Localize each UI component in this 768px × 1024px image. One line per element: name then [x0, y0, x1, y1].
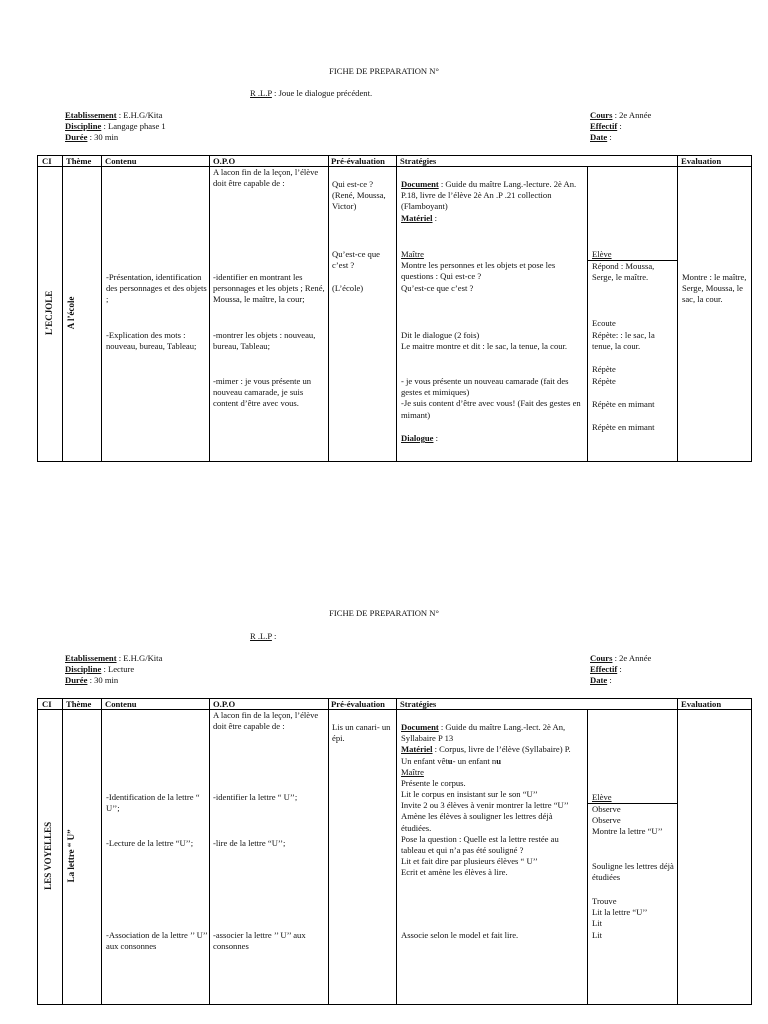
strat-line: Ecrit et amène les élèves à lire. — [401, 867, 508, 878]
etablissement-value: : E.H.G/Kita — [116, 653, 163, 663]
header-theme: Thème — [66, 699, 92, 709]
eleve-line: Souligne les lettres déjà étudiées — [592, 861, 674, 883]
eleve-label: Elève — [592, 249, 612, 259]
header-strategies: Stratégies — [400, 156, 437, 166]
contenu-item: -Association de la lettre ’’ U’’ aux consonnes — [106, 930, 208, 952]
opo-item: -montrer les objets : nouveau, bureau, Tableau; — [213, 330, 316, 352]
eleve-line: Ecoute — [592, 318, 616, 328]
sheet1-meta-right — [590, 110, 651, 144]
eleve-line: Répète en mimant — [592, 399, 655, 409]
date-value: : — [607, 675, 612, 686]
header-strategies: Stratégies — [400, 699, 437, 709]
header-evaluation: Evaluation — [681, 699, 722, 709]
opo-item: -identifier la lettre “ U’’; — [213, 792, 298, 802]
eleve-line: Observe — [592, 815, 621, 825]
sheet1-rlp-label: R .L.P — [250, 88, 272, 98]
eleve-label: Elève — [592, 792, 612, 802]
effectif-label: Effectif — [590, 121, 618, 132]
header-contenu: Contenu — [105, 699, 137, 709]
header-pre-evaluation: Pré-évaluation — [331, 699, 385, 709]
strategie-dialogue-label — [401, 433, 438, 444]
cours-value: : 2e Année — [612, 653, 652, 663]
discipline-label: Discipline — [65, 121, 102, 132]
header-ci: CI — [42, 156, 52, 166]
date-label: Date — [590, 675, 608, 686]
strategie-dialogue — [401, 330, 584, 352]
header-ci: CI — [42, 699, 52, 709]
eleve-line: Répète: : le sac, la tenue, la cour. — [592, 330, 655, 352]
eleve-line: Répète en mimant — [592, 422, 655, 432]
strat-maitre-montre: Le maitre montre et dit : le sac, la tenue, la cour. — [401, 341, 568, 352]
opo-item: -lire de la lettre “U’’; — [213, 838, 286, 848]
enfant-c: - un enfant n — [452, 755, 497, 766]
contenu-item: -Explication des mots : nouveau, bureau, Tableau; — [106, 330, 197, 352]
evaluation-text: Montre : le maître, Serge, Moussa, le sac, la cour. — [682, 272, 747, 305]
strategie-presente — [401, 376, 584, 421]
header-pre-evaluation: Pré-évaluation — [331, 156, 385, 166]
cours-label: Cours — [590, 110, 613, 120]
pre-eval-item: (L’école) — [332, 283, 364, 293]
date-label: Date — [590, 132, 608, 143]
eleve-line: Lit la lettre “U’’ — [592, 907, 648, 917]
etablissement-value: : E.H.G/Kita — [116, 110, 163, 120]
contenu-item: -Présentation, identification des personnages et des objets ; — [106, 272, 207, 305]
date-value: : — [607, 132, 612, 143]
sheet2-meta-left — [65, 653, 162, 687]
materiel-text: : Corpus, livre de l’élève (Syllabaire) P. — [432, 744, 571, 755]
pre-eval-item: Lis un canari- un épi. — [332, 722, 391, 744]
theme-label: La lettre “ U” — [66, 829, 77, 883]
eleve-line: Trouve — [592, 896, 617, 906]
strat-associe: Associe selon le model et fait lire. — [401, 930, 519, 940]
maitre-label: Maître — [401, 766, 424, 777]
document-text: : Guide du maître Lang.-lecture. 2è An. P.18, livre de l’élève 2è An .P .21 collection (Flamboyant) — [401, 179, 577, 212]
eleve-line: Répète — [592, 364, 616, 374]
discipline-value: : Langage phase 1 — [101, 121, 166, 132]
opo-item: A lacon fin de la leçon, l’élève doit être capable de : — [213, 710, 319, 732]
cours-value: : 2e Année — [612, 110, 652, 120]
duree-label: Durée — [65, 675, 88, 686]
strat-line: Invite 2 ou 3 élèves à venir montrer la lettre “U’’ — [401, 800, 569, 811]
sheet1-meta-left — [65, 110, 166, 144]
header-theme: Thème — [66, 156, 92, 166]
document-label: Document — [401, 722, 439, 732]
header-contenu: Contenu — [105, 156, 137, 166]
effectif-label: Effectif — [590, 664, 618, 675]
strat-line: Présente le corpus. — [401, 777, 466, 788]
eleve-line: Montre la lettre “U’’ — [592, 826, 663, 836]
strat-line: Lit et fait dire par plusieurs élèves “ U’’ — [401, 856, 538, 867]
duree-value: : 30 min — [87, 675, 119, 686]
contenu-item: -Identification de la lettre “ U’’; — [106, 792, 200, 814]
opo-item: A lacon fin de la leçon, l’élève doit être capable de : — [213, 167, 319, 189]
opo-item: -associer la lettre ’’ U’’ aux consonnes — [213, 930, 306, 952]
eleve-line: Lit — [592, 918, 603, 928]
pre-eval-item: Qui est-ce ? (René, Moussa, Victor) — [332, 179, 386, 212]
strategie-block — [401, 722, 584, 878]
document-label: Document — [401, 179, 439, 189]
dialogue-text: : — [433, 433, 439, 443]
sheet2-rlp-text: : — [271, 631, 277, 641]
duree-label: Durée — [65, 132, 88, 143]
maitre-label: Maître — [401, 249, 424, 259]
materiel-label: Matériel — [401, 212, 433, 223]
ci-label: LES VOYELLES — [43, 821, 54, 890]
theme-label: A l’école — [66, 296, 77, 330]
sheet1-rlp — [250, 88, 372, 99]
sheet1-title: FICHE DE PREPARATION N° — [329, 66, 439, 76]
duree-value: : 30 min — [87, 132, 119, 143]
document-text: : Guide du maître Lang.-lect. 2è An, Syllabaire P 13 — [401, 722, 566, 744]
strategie-document — [401, 179, 584, 224]
header-evaluation: Evaluation — [681, 156, 722, 166]
effectif-value: : — [617, 664, 622, 675]
contenu-item: -Lecture de la lettre “U’’; — [106, 838, 194, 848]
pre-eval-item: Qu’est-ce que c’est ? — [332, 249, 380, 271]
discipline-value: : Lecture — [101, 664, 135, 675]
strat-content: -Je suis content d’être avec vous! (Fait des gestes en mimant) — [401, 398, 581, 420]
materiel-text: : — [432, 212, 438, 223]
sheet2-meta-right — [590, 653, 651, 687]
strategie-maitre — [401, 249, 584, 294]
dialogue-label: Dialogue — [401, 433, 434, 443]
maitre-line: Montre les personnes et les objets et pose les questions : Qui est-ce ? — [401, 260, 556, 282]
eleve-line: Observe — [592, 804, 621, 814]
enfant-a: Un enfant vêt — [401, 755, 448, 766]
strat-line: Lit le corpus en insistant sur le son “U’’ — [401, 789, 538, 800]
strat-presente: - je vous présente un nouveau camarade (fait des gestes et mimiques) — [401, 376, 569, 398]
strat-dit: Dit le dialogue (2 fois) — [401, 330, 480, 340]
strat-line: Pose la question : Quelle est la lettre restée au tableau et qui n’a pas été souligné ? — [401, 833, 559, 855]
ci-label: L’ECJOLE — [44, 290, 55, 335]
header-opo: O.P.O — [213, 156, 236, 166]
eleve-line: Répond : Moussa, Serge, le maître. — [592, 261, 655, 283]
eleve-line: Répète — [592, 376, 616, 386]
maitre-line: Qu’est-ce que c’est ? — [401, 282, 474, 293]
sheet2-rlp — [250, 631, 276, 642]
opo-item: -mimer : je vous présente un nouveau camarade, je suis content d’être avec vous. — [213, 376, 312, 409]
header-opo: O.P.O — [213, 699, 236, 709]
enfant-d: u — [496, 755, 502, 766]
opo-item: -identifier en montrant les personnages et les objets ; René, Moussa, le maître, la cour; — [213, 272, 325, 305]
effectif-value: : — [617, 121, 622, 132]
discipline-label: Discipline — [65, 664, 102, 675]
sheet2-rlp-label: R .L.P — [250, 631, 272, 641]
materiel-label: Matériel — [401, 744, 433, 755]
eleve-line: Lit — [592, 930, 603, 940]
etablissement-label: Etablissement — [65, 653, 117, 663]
sheet2-title: FICHE DE PREPARATION N° — [329, 608, 439, 618]
sheet1-rlp-text: : Joue le dialogue précédent. — [271, 88, 373, 98]
strat-line: Amène les élèves à souligner les lettres déjà étudiées. — [401, 811, 553, 833]
etablissement-label: Etablissement — [65, 110, 117, 120]
enfant-b: u — [447, 755, 453, 766]
cours-label: Cours — [590, 653, 613, 663]
